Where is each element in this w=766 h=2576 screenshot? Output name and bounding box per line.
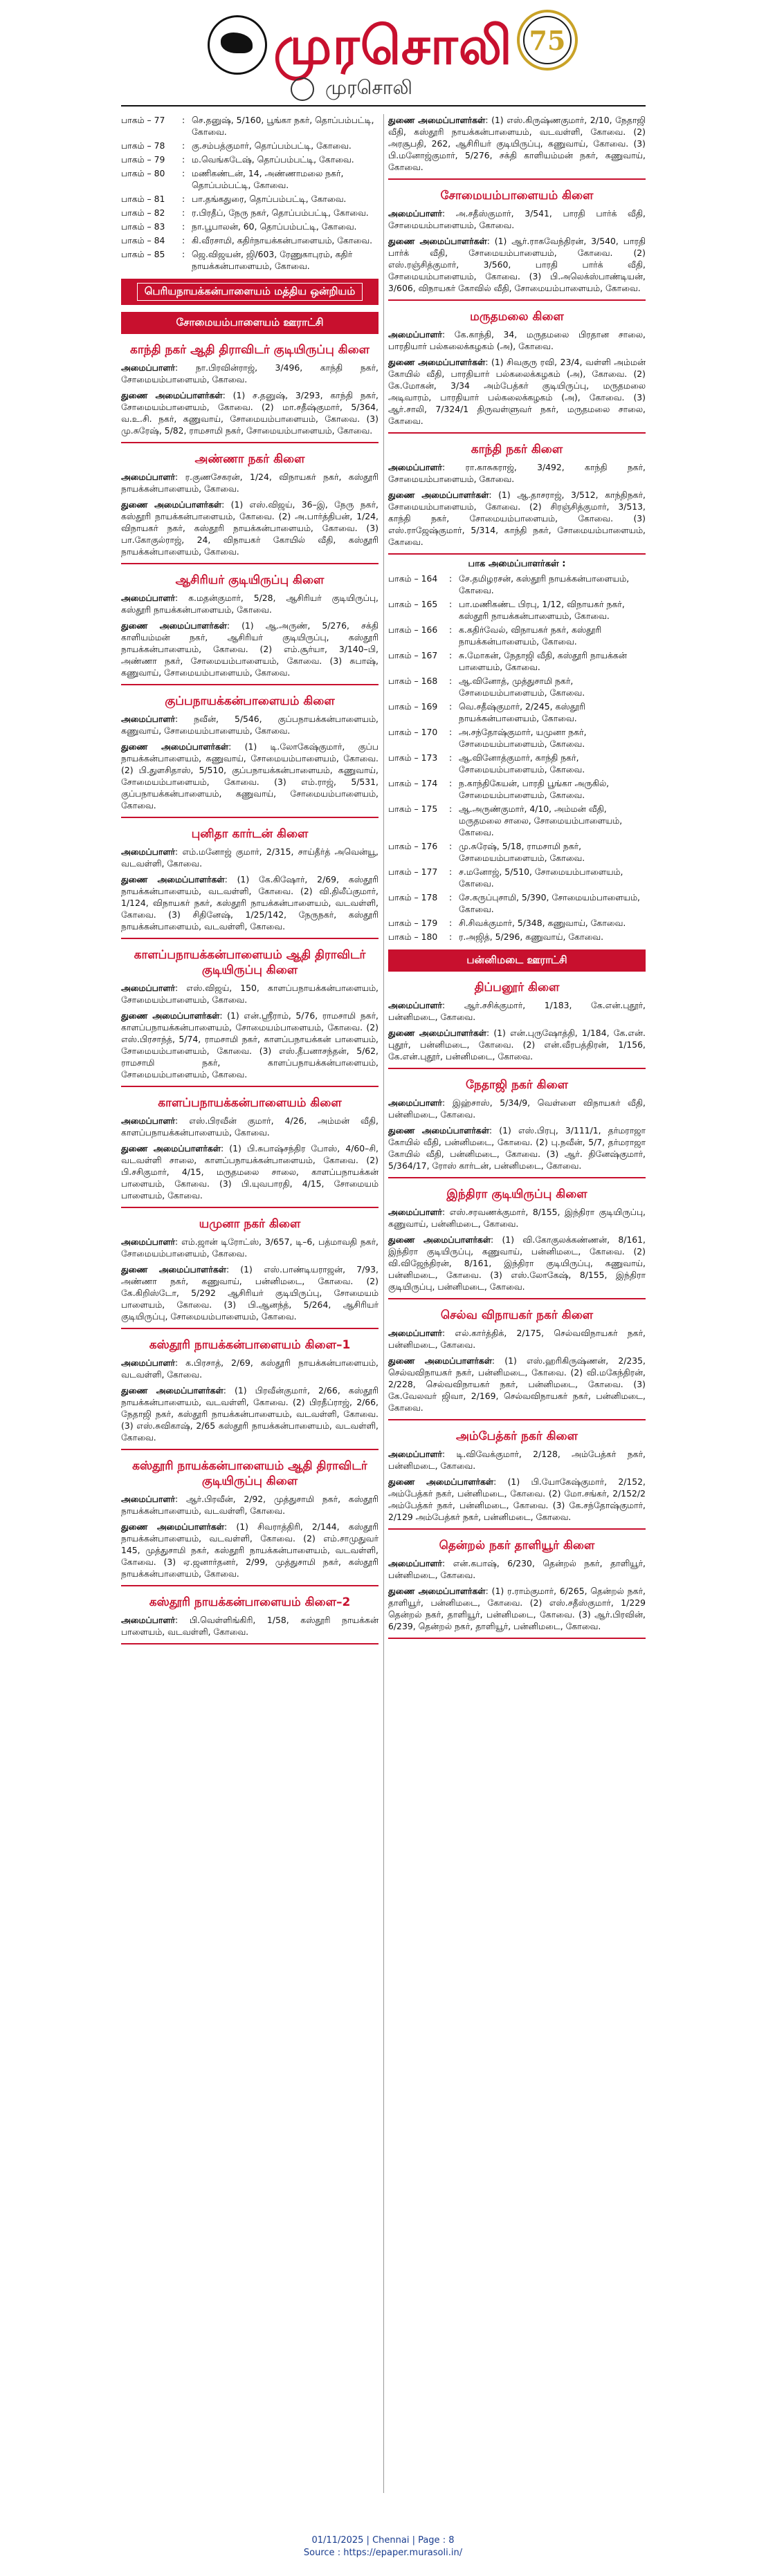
role-label: துணை அமைப்பாளர்கள் <box>121 1385 224 1396</box>
role-label: துணை அமைப்பாளர்கள் <box>121 390 223 400</box>
branch-heading: புனிதா கார்டன் கிளை <box>191 827 309 841</box>
ward-row <box>121 193 379 205</box>
role-text: : எஸ்.சரவணக்குமார், 8/155, இந்திரா குடியிருப்பு, கணுவாய், பன்னிமடை, கோவை. <box>388 1207 646 1229</box>
role-label: அமைப்பாளர் <box>121 846 176 857</box>
role-paragraph <box>121 1115 379 1138</box>
role-text: : கே.காந்தி, 34, மருதமலை பிரதான சாலை, பாரதியார் பல்கலைக்கழகம் (அ), கோவை. <box>388 329 646 351</box>
role-paragraph <box>121 499 379 557</box>
role-text: : எம்.ஜான் டிரோட்ஸ், 3/657, டி–6, பத்மாவதி நகர், சோமையம்பாளையம், கோவை. <box>121 1236 379 1259</box>
role-text: : என்.கபாஷ், 6/230, தென்றல் நகர், தாளியூர், பன்னிமடை, கோவை. <box>388 1558 646 1580</box>
role-paragraph <box>388 207 646 231</box>
section-rule <box>388 1638 646 1639</box>
ward-holder: மணிகண்டன், 14, அண்ணாமலை நகர், தொப்பம்பட்டி, கோவை. <box>192 168 344 190</box>
ward-holder: ச.மனோஜ், 5/510, சோமையம்பாளையம், கோவை. <box>459 867 623 889</box>
section-rule <box>388 1068 646 1069</box>
role-paragraph <box>121 362 379 385</box>
role-paragraph <box>388 489 646 548</box>
role-paragraph <box>388 1327 646 1351</box>
section-rule <box>388 1177 646 1178</box>
role-label: துணை அமைப்பாளர்கள் <box>388 490 489 500</box>
branch-heading: யமுனா நகர் கிளை <box>199 1217 301 1231</box>
ward-row <box>121 114 379 138</box>
ward-colon: : <box>182 207 185 218</box>
role-label: அமைப்பாளர் <box>121 1494 176 1504</box>
section-rule <box>121 1449 379 1450</box>
role-text: : ரா.காசுகராஜ், 3/492, காந்தி நகர், சோமையம்பாளையம், கோவை. <box>388 462 646 484</box>
role-paragraph <box>388 1124 646 1171</box>
ward-number: பாகம் – 84 <box>121 235 165 245</box>
role-paragraph <box>121 1010 379 1080</box>
ward-holder: வெ.சதீஷ்குமார், 2/245, கஸ்தூரி நாயக்கன்பாளையம், கோவை. <box>459 701 585 723</box>
ward-colon: : <box>449 918 453 928</box>
union-banner-text: பெரியநாயக்கன்பாளையம் மத்திய ஒன்றியம் <box>137 283 363 301</box>
role-label: அமைப்பாளர் <box>388 1207 443 1217</box>
role-label: அமைப்பாளர் <box>388 329 443 340</box>
role-label: துணை அமைப்பாளர்கள் <box>121 1521 224 1532</box>
ward-holder: ந.காந்திகேயன், பாரதி பூங்கா அருகில், சோமையம்பாளையம், கோவை. <box>459 778 610 800</box>
ward-colon: : <box>449 892 453 902</box>
role-paragraph <box>388 235 646 294</box>
branch-heading: இந்திரா குடியிருப்பு கிளை <box>446 1187 587 1201</box>
ward-row <box>121 234 379 246</box>
section-rule <box>121 442 379 443</box>
section-rule <box>388 299 646 301</box>
ward-colon: : <box>182 194 185 204</box>
branch-heading: தென்றல் நகர் தாளியூர் கிளை <box>439 1539 595 1553</box>
ward-colon: : <box>449 932 453 942</box>
ward-number: பாகம் – 81 <box>121 194 165 204</box>
ward-holder: ர.பிரதீப், நேரு நகர், தொப்பம்பட்டி, கோவை. <box>192 207 369 218</box>
ward-holder: செ.தனுஷ், 5/160, பூங்கா நகர், தொப்பம்பட்டி, கோவை. <box>192 115 374 137</box>
role-text: : அ.சதீஸ்குமார், 3/541, பாரதி பார்க் வீதி, சோமையம்பாளையம், கோவை. <box>388 208 646 230</box>
page-footer <box>0 2535 766 2559</box>
role-label: அமைப்பாளர் <box>388 208 443 219</box>
role-text: : க.மதன்குமார், 5/28, ஆசிரியர் குடியிருப்பு, கஸ்தூரி நாயக்கன்பாளையம், கோவை. <box>121 593 379 615</box>
role-label: அமைப்பாளர் <box>121 593 176 603</box>
role-paragraph <box>121 389 379 436</box>
role-paragraph <box>388 1476 646 1523</box>
masthead <box>0 0 766 111</box>
section-rule <box>388 1298 646 1299</box>
section-rule <box>388 432 646 434</box>
paga-row <box>388 624 646 647</box>
role-label: அமைப்பாளர் <box>121 1236 176 1247</box>
ward-colon: : <box>449 841 453 851</box>
role-text: : நா.பிரவின்ராஜ், 3/496, காந்தி நகர், சோமையம்பாளையம், கோவை. <box>121 362 379 384</box>
role-label: துணை அமைப்பாளர்கள் <box>121 1264 226 1275</box>
paga-row <box>388 931 646 943</box>
role-text: : (1) எஸ்.கிருஷ்ணகுமார், 2/10, நேதாஜி வீதி, கஸ்தூரி நாயக்கன்பாளையம், வடவள்ளி, கோவை. (2) அரசூபதி, 262, ஆசிரியர் குடியிருப்பு, கணுவாய், கோவை. (3) பி.மனோஜ்குமார், 5/276, சக்தி காளியம்மன் நகர், கணுவாய், கோவை. <box>388 115 646 172</box>
role-paragraph <box>121 873 379 932</box>
ward-colon: : <box>449 778 453 788</box>
ward-colon: : <box>449 624 453 635</box>
role-text: : ர.குணசேகரன், 1/24, விநாயகர் நகர், கஸ்தூரி நாயக்கன்பாளையம், கோவை. <box>121 472 379 494</box>
role-label: துணை அமைப்பாளர்கள் <box>388 115 486 125</box>
role-text: : (1) ஆ.அருண், 5/276, சக்தி காளியம்மன் நகர், ஆசிரியர் குடியிருப்பு, கஸ்தூரி நாயக்கன்பாளையம், கோவை. (2) எம்.சூர்யா, 3/140–பி, அண்ணா நகர், சோமையம்பாளையம், கோவை. (3) சுபாஷ், கணுவாய், சோமையம்பாளையம், கோவை. <box>121 620 379 678</box>
role-paragraph <box>388 328 646 352</box>
role-paragraph <box>121 713 379 736</box>
section-rule <box>121 938 379 939</box>
anniversary-75-logo <box>516 4 579 80</box>
paga-row <box>388 866 646 889</box>
paga-row <box>388 777 646 801</box>
role-label: அமைப்பாளர் <box>388 1328 443 1338</box>
newspaper-title: முரசொலி <box>273 15 513 76</box>
paga-row <box>388 726 646 750</box>
ward-row <box>121 207 379 219</box>
ward-number: பாகம் – 85 <box>121 249 165 259</box>
role-label: அமைப்பாளர் <box>121 983 176 993</box>
role-paragraph <box>121 620 379 678</box>
role-label: துணை அமைப்பாளர்கள் <box>388 1586 486 1596</box>
paga-row <box>388 598 646 622</box>
branch-heading: காளப்பநாயக்கன்பாளையம் ஆதி திராவிடர் குடியிருப்பு கிளை <box>134 948 366 977</box>
ward-number: பாகம் – 165 <box>388 599 438 609</box>
role-text: : எம்.மனோஜ் குமார், 2/315, சாய்தீர்த் அவென்யூ, வடவள்ளி, கோவை. <box>121 846 379 869</box>
ward-row <box>121 140 379 151</box>
footer-source: Source : https://epaper.murasoli.in/ <box>303 2548 463 2558</box>
role-paragraph <box>121 1614 379 1638</box>
paga-row <box>388 573 646 596</box>
section-rule <box>121 1643 379 1644</box>
role-label: துணை அமைப்பாளர்கள் <box>121 1143 221 1153</box>
role-text: : (1) ர.ராம்குமார், 6/265, தென்றல் நகர், தாளியூர், பன்னிமடை, கோவை. (2) எஸ்.சதீஸ்குமார், 1/229 தென்றல் நகர், தாளியூர், பன்னிமடை, கோவை. (3) ஆர்.பிரவின், 6/239, தென்றல் நகர், தாளியூர், பன்னிமடை, கோவை. <box>388 1586 646 1631</box>
ward-colon: : <box>182 154 185 165</box>
ward-number: பாகம் – 176 <box>388 841 438 851</box>
role-paragraph <box>388 356 646 427</box>
ward-colon: : <box>449 599 453 609</box>
newspaper-emblem-icon <box>208 15 267 75</box>
ward-colon: : <box>449 867 453 877</box>
branch-heading: காந்தி நகர் கிளை <box>471 443 563 456</box>
paga-heading: பாக அமைப்பாளர்கள் : <box>468 559 566 569</box>
ward-colon: : <box>182 168 185 178</box>
section-rule <box>388 553 646 555</box>
ward-holder: அ.சந்தோஷ்குமார், யமுனா நகர், சோமையம்பாளையம், கோவை. <box>459 727 587 749</box>
masthead-rule <box>121 105 646 106</box>
role-text: : (1) சிவகுரு ரவி, 23/4, வள்ளி அம்மன் கோயில் வீதி, பாரதியார் பல்கலைக்கழகம் (அ), கோவை. (2) கே.மோகன், 3/34 அம்பேத்கர் குடியிருப்பு, மருதமலை அடிவாரம், பாரதியார் பல்கலைக்கழகம் (அ), கோவை. (3) ஆர்.சாலி, 7/324/1 திருவள்ளுவர் நகர், மருதமலை சாலை, கோவை. <box>388 357 646 426</box>
role-paragraph <box>121 592 379 615</box>
role-label: அமைப்பாளர் <box>388 1449 443 1459</box>
ward-holder: ம.வெங்கடேஷ், தொப்பம்பட்டி, கோவை. <box>192 154 354 165</box>
role-paragraph <box>121 741 379 811</box>
role-text: : டி.விவேக்குமார், 2/128, அம்பேத்கர் நகர், பன்னிமடை, கோவை. <box>388 1449 646 1471</box>
paga-row <box>388 649 646 673</box>
ward-colon: : <box>449 727 453 737</box>
branch-heading: குப்பநாயக்கன்பாளையம் கிளை <box>165 694 335 708</box>
ward-holder: சி.சிவக்குமார், 5/348, கணுவாய், கோவை. <box>459 918 626 928</box>
role-text: : (1) எஸ்.பிரபு, 3/111/1, தர்மராஜா கோயில் வீதி, பன்னிமடை, கோவை. (2) பு.நவீன், 5/7, தர்மராஜா கோயில் வீதி, பன்னிமடை, கோவை. (3) ஆர். தினேஷ்குமார், 5/364/17, ரோஸ் கார்டன், பன்னிமடை, கோவை. <box>388 1125 646 1171</box>
right-column <box>388 114 646 2493</box>
section-rule <box>121 1585 379 1586</box>
role-paragraph <box>121 471 379 494</box>
ward-row <box>121 221 379 232</box>
ward-colon: : <box>449 676 453 686</box>
ward-number: பாகம் – 166 <box>388 624 438 635</box>
branch-heading: செல்வ விநாயகர் நகர் கிளை <box>440 1308 594 1322</box>
role-text: : (1) பி.யோகேஷ்குமார், 2/152, அம்பேத்கர் நகர், பன்னிமடை, கோவை. (2) மோ.சங்கர், 2/152/2 அம்பேத்கர் நகர், பன்னிமடை, கோவை. (3) கே.சந்தோஷ்குமார், 2/129 அம்பேத்கர் நகர், பன்னிமடை, கோவை. <box>388 1476 646 1522</box>
role-label: துணை அமைப்பாளர்கள் <box>121 499 222 510</box>
branch-heading: திப்பனூர் கிளை <box>474 981 560 994</box>
branch-heading: காளப்பநாயக்கன்பாளையம் கிளை <box>158 1096 342 1110</box>
branch-heading: கஸ்தூரி நாயக்கன்பாளையம் கிளை–1 <box>149 1338 351 1352</box>
role-label: அமைப்பாளர் <box>388 1558 443 1568</box>
branch-heading: நேதாஜி நகர் கிளை <box>465 1078 569 1092</box>
ward-holder: கு.சம்பத்குமார், தொப்பம்பட்டி, கோவை. <box>192 140 352 151</box>
role-text: : (1) ச.தனுஷ், 3/293, காந்தி நகர், சோமையம்பாளையம், கோவை. (2) மா.சதீஷ்குமார், 5/364, வ.உ.சி. நகர், கணுவாய், சோமையம்பாளையம், கோவை. (3) மு.சுரேஷ், 5/82, ராமசாமி நகர், சோமையம்பாளையம், கோவை. <box>121 390 379 436</box>
role-label: அமைப்பாளர் <box>121 1358 176 1368</box>
role-text: : (1) எஸ்.ஹரிகிருஷ்ணன், 2/235, செல்வவிநாயகர் நகர், பன்னிமடை, கோவை. (2) வி.மகேந்திரன், 2/228, செல்வவிநாயகர் நகர், பன்னிமடை, கோவை. (3) கே.வேலவர் ஜிவா, 2/169, செல்வவிநாயகர் நகர், பன்னிமடை, கோவை. <box>388 1355 646 1413</box>
ward-number: பாகம் – 173 <box>388 752 438 763</box>
ward-holder: பா.மணிகண்ட பிரபு, 1/12, விநாயகர் நகர், கஸ்தூரி நாயக்கன்பாளையம், கோவை. <box>459 599 625 621</box>
ward-number: பாகம் – 178 <box>388 892 438 902</box>
ward-number: பாகம் – 168 <box>388 676 438 686</box>
role-text: : நவீன், 5/546, குப்பநாயக்கன்பாளையம், கணுவாய், சோமையம்பாளையம், கோவை. <box>121 714 379 736</box>
role-paragraph <box>388 1585 646 1632</box>
ward-colon: : <box>182 115 185 125</box>
role-text: : எஸ்.பிரவீன் குமார், 4/26, அம்மன் வீதி, காளப்பநாயக்கன்பாளையம், கோவை. <box>121 1115 379 1138</box>
union-banner <box>121 279 379 305</box>
ward-holder: சு.மோகன், நேதாஜி வீதி, கஸ்தூரி நாயக்கன் பாளையம், கோவை. <box>459 650 627 672</box>
ward-colon: : <box>182 221 185 232</box>
paga-row <box>388 840 646 864</box>
ward-colon: : <box>182 235 185 245</box>
role-label: அமைப்பாளர் <box>121 362 176 373</box>
role-paragraph <box>388 1557 646 1581</box>
branch-heading: ஆசிரியர் குடியிருப்பு கிளை <box>175 573 325 587</box>
panchayat-heading: சோமையம்பாளையம் ஊராட்சி <box>121 312 379 334</box>
role-paragraph <box>388 1355 646 1414</box>
ward-holder: ர.அஜித், 5/296, கணுவாய், கோவை. <box>459 932 604 942</box>
ward-row <box>121 248 379 272</box>
role-paragraph <box>121 1521 379 1579</box>
role-label: அமைப்பாளர் <box>388 1097 443 1108</box>
anniversary-number: 75 <box>529 25 566 56</box>
article-body <box>121 114 646 2493</box>
role-paragraph <box>121 1236 379 1259</box>
ward-colon: : <box>449 650 453 660</box>
role-text: : ஆர்.பிரவீன், 2/92, முத்துசாமி நகர், கஸ்தூரி நாயக்கன்பாளையம், வடவள்ளி, கோவை. <box>121 1494 379 1516</box>
role-text: : க.பிரசாத், 2/69, கஸ்தூரி நாயக்கன்பாளையம், வடவள்ளி, கோவை. <box>121 1358 379 1380</box>
ward-colon: : <box>449 752 453 763</box>
ward-holder: க.கதிர்வேல், விநாயகர் நகர், கஸ்தூரி நாயக்கன்பாளையம், கோவை. <box>459 624 602 647</box>
panchayat-heading: பன்னிமடை ஊராட்சி <box>388 949 646 972</box>
branch-heading: மருதமலை கிளை <box>470 310 564 324</box>
ward-number: பாகம் – 82 <box>121 207 165 218</box>
ward-holder: ஆ.வினோத், முத்துசாமி நகர், சோமையம்பாளையம், கோவை. <box>459 676 585 698</box>
role-label: துணை அமைப்பாளர்கள் <box>121 620 227 631</box>
branch-heading: அண்ணா நகர் கிளை <box>194 452 305 466</box>
branch-heading: அம்பேத்கர் நகர் கிளை <box>456 1429 578 1443</box>
role-paragraph <box>388 461 646 485</box>
ward-number: பாகம் – 79 <box>121 154 165 165</box>
role-paragraph <box>121 1357 379 1380</box>
role-text: : (1) ஆ.தாசராஜ், 3/512, காந்திநகர், சோமையம்பாளையம், கோவை. (2) சிரஞ்சித்குமார், 3/513, காந்தி நகர், சோமையம்பாளையம், கோவை. (3) எஸ்.ராஜேஷ்குமார், 5/314, காந்தி நகர், சோமையம்பாளையம், கோவை. <box>388 490 646 547</box>
ward-holder: ஆ.அருண்குமார், 4/10, அம்மன் வீதி, மருதமலை சாலை, சோமையம்பாளையம், கோவை. <box>459 804 623 837</box>
ward-number: பாகம் – 80 <box>121 168 165 178</box>
role-text: : (1) எஸ்.விஜய், 36–இ, நேரு நகர், கஸ்தூரி நாயக்கன்பாளையம், கோவை. (2) அ.பார்த்திபன், 1/24, விநாயகர் நகர், கஸ்தூரி நாயக்கன்பாளையம், கோவை. (3) பா.கோகுல்ராஜ், 24, விநாயகர் கோயில் வீதி, கஸ்தூரி நாயக்கன்பாளையம், கோவை. <box>121 499 379 557</box>
role-label: துணை அமைப்பாளர்கள் <box>388 1234 491 1245</box>
role-paragraph <box>388 114 646 173</box>
paga-row <box>388 752 646 775</box>
role-text: : (1) டி.லோகேஷ்குமார், குப்ப நாயக்கன்பாளையம், கணுவாய், சோமையம்பாளையம், கோவை. (2) பி.துளசிதாஸ், 5/510, குப்பநாயக்கன்பாளையம், கணுவாய், சோமையம்பாளையம், கோவை. (3) எம்.ராஜ், 5/531, குப்பநாயக்கன்பாளையம், கணுவாய், சோமையம்பாளையம், கோவை. <box>121 741 379 810</box>
role-label: துணை அமைப்பாளர்கள் <box>388 1476 494 1487</box>
role-label: துணை அமைப்பாளர்கள் <box>388 1028 486 1038</box>
role-text: : (1) கே.கிஷோர், 2/69, கஸ்தூரி நாயக்கன்பாளையம், வடவள்ளி, கோவை. (2) வி.திலீப்குமார், 1/124, விநாயகர் நகர், கஸ்தூரி நாயக்கன்பாளையம், வடவள்ளி, கோவை. (3) சிதினேஷ், 1/25/142, நேருநகர், கஸ்தூரி நாயக்கன்பாளையம், வடவள்ளி, கோவை. <box>121 874 379 932</box>
section-rule <box>121 1328 379 1329</box>
role-label: அமைப்பாளர் <box>121 714 176 724</box>
ward-number: பாகம் – 174 <box>388 778 438 788</box>
ward-colon: : <box>449 701 453 712</box>
ward-number: பாகம் – 170 <box>388 727 438 737</box>
role-paragraph <box>388 1097 646 1120</box>
section-rule <box>121 684 379 685</box>
role-text: : ஆர்.சசிக்குமார், 1/183, கே.என்.புதூர், பன்னிமடை, கோவை. <box>388 1000 646 1022</box>
role-text: : (1) என்.புருஷோத்தி, 1/184, கே.என். புதூர், பன்னிமடை, கோவை. (2) என்.வீரபத்திரன், 1/156, கே.என்.புதூர், பன்னிமடை, கோவை. <box>388 1028 646 1062</box>
ward-colon: : <box>449 573 453 584</box>
section-rule <box>121 563 379 564</box>
footer-date-page: 01/11/2025 | Chennai | Page : 8 <box>311 2535 455 2546</box>
ward-number: பாகம் – 169 <box>388 701 438 712</box>
ward-colon: : <box>182 249 185 259</box>
ward-number: பாகம் – 167 <box>388 650 438 660</box>
role-paragraph <box>388 999 646 1023</box>
role-paragraph <box>121 846 379 869</box>
role-text: : (1) வி.கோகுலக்கண்ணன், 8/161, இந்திரா குடியிருப்பு, கணுவாய், பன்னிமடை, கோவை. (2) வி.விஜேந்திரன், 8/161, இந்திரா குடியிருப்பு, கணுவாய், பன்னிமடை, கோவை. (3) எஸ்.லோகேஷ், 8/155, இந்திரா குடியிருப்பு, பன்னிமடை, கோவை. <box>388 1234 646 1292</box>
ward-holder: ஆ.வினோத்குமார், காந்தி நகர், சோமையம்பாளையம், கோவை. <box>459 752 585 775</box>
ward-colon: : <box>182 140 185 151</box>
ward-colon: : <box>449 804 453 814</box>
role-label: துணை அமைப்பாளர்கள் <box>388 357 486 367</box>
role-label: அமைப்பாளர் <box>121 1115 176 1126</box>
role-text: : (1) என்.ஸ்ரீராம், 5/76, ராமசாமி நகர், காளப்பநாயக்கன்பாளையம், சோமையம்பாளையம், கோவை. (2) எஸ்.பிரசாந்த், 5/74, ராமசாமி நகர், காளப்பநாயக்கன் பாளையம், சோமையம்பாளையம், கோவை. (3) எஸ்.தீபனாசந்தன், 5/62, ராமசாமி நகர், காளப்பநாயக்கன்பாளையம், சோமையம்பாளையம், கோவை. <box>121 1010 379 1079</box>
ward-number: பாகம் – 180 <box>388 932 438 942</box>
ward-number: பாகம் – 83 <box>121 221 165 232</box>
ward-holder: பா.தங்கதுரை, தொப்பம்பட்டி, கோவை. <box>192 194 347 204</box>
ward-number: பாகம் – 78 <box>121 140 165 151</box>
role-paragraph <box>388 1206 646 1230</box>
role-text: : (1) ஆர்.ராகவேந்திரன், 3/540, பாரதி பார்க் வீதி, சோமையம்பாளையம், கோவை. (2) எஸ்.ரஞ்சித்குமார், 3/560, பாரதி பார்க் வீதி, சோமையம்பாளையம், கோவை. (3) பி.அலெக்ஸ்பாண்டியன், 3/606, விநாயகர் கோவில் வீதி, சோமையம்பாளையம், கோவை. <box>388 236 646 293</box>
role-paragraph <box>121 1384 379 1443</box>
branch-heading: காந்தி நகர் ஆதி திராவிடர் குடியிருப்பு கிளை <box>129 343 370 357</box>
ward-holder: ஜெ.விஜயன், ஜி/603, ரேணுகாபுரம், கதிர் நாயக்கன்பாளையம், கோவை. <box>192 249 353 271</box>
ward-number: பாகம் – 164 <box>388 573 438 584</box>
role-text: : (1) சிவராத்திரி, 2/144, கஸ்தூரி நாயக்கன்பாளையம், வடவள்ளி, கோவை. (2) எம்.சாமுதுவர் 145, முத்துசாமி நகர், கஸ்தூரி நாயக்கன்பாளையம், வடவள்ளி, கோவை. (3) ஏ.ஜனார்தனர், 2/99, முத்துசாமி நகர், கஸ்தூரி நாயக்கன்பாளையம், கோவை. <box>121 1521 379 1579</box>
role-paragraph <box>121 1263 379 1322</box>
role-paragraph <box>388 1234 646 1292</box>
role-paragraph <box>121 982 379 1006</box>
role-label: துணை அமைப்பாளர்கள் <box>388 236 487 246</box>
role-label: அமைப்பாளர் <box>388 1000 443 1010</box>
paga-row <box>388 675 646 698</box>
section-rule <box>388 178 646 180</box>
branch-heading: கஸ்தூரி நாயக்கன்பாளையம் ஆதி திராவிடர் குடியிருப்பு கிளை <box>132 1459 367 1488</box>
role-paragraph <box>121 1493 379 1517</box>
role-text: : எஸ்.விஜய், 150, காளப்பநாயக்கன்பாளையம், சோமையம்பாளையம், கோவை. <box>121 983 379 1005</box>
ward-holder: நா.பூபாலன், 60, தொப்பம்பட்டி, கோவை. <box>192 221 357 232</box>
role-text: : எல்.கார்த்திக், 2/175, செல்வவிநாயகர் நகர், பன்னிமடை, கோவை. <box>388 1328 646 1350</box>
section-rule <box>121 1207 379 1208</box>
role-label: துணை அமைப்பாளர்கள் <box>121 741 229 752</box>
role-label: அமைப்பாளர் <box>121 1615 176 1625</box>
role-label: அமைப்பாளர் <box>388 462 443 472</box>
branch-heading: சோமையம்பாளையம் கிளை <box>440 189 594 203</box>
role-label: அமைப்பாளர் <box>121 472 176 482</box>
role-text: : இஹ்சாஸ், 5/34/9, வெள்ளை விநாயகர் வீதி, பன்னிமடை, கோவை. <box>388 1097 646 1120</box>
sun-emblem-icon <box>291 77 314 101</box>
paga-row <box>388 701 646 724</box>
role-text: : பி.வெள்ளிங்கிரி, 1/58, கஸ்தூரி நாயக்கன் பாளையம், வடவள்ளி, கோவை. <box>121 1615 379 1637</box>
paga-row <box>388 917 646 929</box>
role-text: : (1) பிரவீன்குமார், 2/66, கஸ்தூரி நாயக்கன்பாளையம், வடவள்ளி, கோவை. (2) பிரதீப்ராஜ், 2/66, நேதாஜி நகர், கஸ்தூரி நாயக்கன்பாளையம், வடவள்ளி, கோவை. (3) எஸ்.சுவிகாஷ், 2/65 கஸ்தூரி நாயக்கன்பாளையம், வடவள்ளி, கோவை. <box>121 1385 379 1443</box>
column-divider <box>383 114 384 2493</box>
section-rule <box>388 1528 646 1530</box>
section-rule <box>121 817 379 818</box>
role-label: துணை அமைப்பாளர்கள் <box>388 1355 492 1366</box>
role-label: துணை அமைப்பாளர்கள் <box>388 1125 489 1136</box>
ward-row <box>121 167 379 191</box>
role-paragraph <box>121 1142 379 1201</box>
left-column <box>121 114 379 2493</box>
paga-row <box>388 803 646 838</box>
ward-number: பாகம் – 175 <box>388 804 438 814</box>
masthead-subtitle: முரசொலி <box>325 76 412 99</box>
ward-holder: சே.தமிழரசன், கஸ்தூரி நாயக்கன்பாளையம், கோவை. <box>459 573 630 595</box>
role-text: : (1) பி.சுபாஷ்சந்திர போஸ், 4/60–சி, வடவள்ளி சாலை, காளப்பநாயக்கன்பாளையம், கோவை. (2) பி.சசிகுமார், 4/15, மருதமலை சாலை, காளப்பநாயக்கன் பாளையம், கோவை. (3) பி.யுவபாரதி, 4/15, சோமையம் பாளையம், கோவை. <box>121 1143 379 1201</box>
role-text: : (1) எஸ்.பாண்டியராஜன், 7/93, அண்ணா நகர், கணுவாய், பன்னிமடை, கோவை. (2) கே.கிறிஸ்டோ, 5/292 ஆசிரியர் குடியிருப்பு, சோமையம் பாளையம், கோவை. (3) பி.ஆனந்த், 5/264, ஆசிரியர் குடியிருப்பு, சோமையம்பாளையம், கோவை. <box>121 1264 379 1322</box>
ward-holder: கி.வீரசாமி, கதிர்நாயக்கன்பாளையம், கோவை. <box>192 235 373 245</box>
role-label: துணை அமைப்பாளர்கள் <box>121 874 225 884</box>
section-rule <box>121 1086 379 1087</box>
paga-row <box>388 891 646 915</box>
section-rule <box>388 1419 646 1420</box>
branch-heading: கஸ்தூரி நாயக்கன்பாளையம் கிளை–2 <box>149 1595 351 1609</box>
role-paragraph <box>388 1448 646 1472</box>
ward-holder: சே.கருப்புசாமி, 5/390, சோமையம்பாளையம், கோவை. <box>459 892 640 914</box>
ward-row <box>121 154 379 165</box>
ward-number: பாகம் – 77 <box>121 115 165 125</box>
role-label: துணை அமைப்பாளர்கள் <box>121 1010 220 1021</box>
ward-holder: மு.சுரேஷ், 5/18, ராமசாமி நகர், சோமையம்பாளையம், கோவை. <box>459 841 585 863</box>
ward-number: பாகம் – 177 <box>388 867 438 877</box>
ward-number: பாகம் – 179 <box>388 918 438 928</box>
role-paragraph <box>388 1027 646 1062</box>
